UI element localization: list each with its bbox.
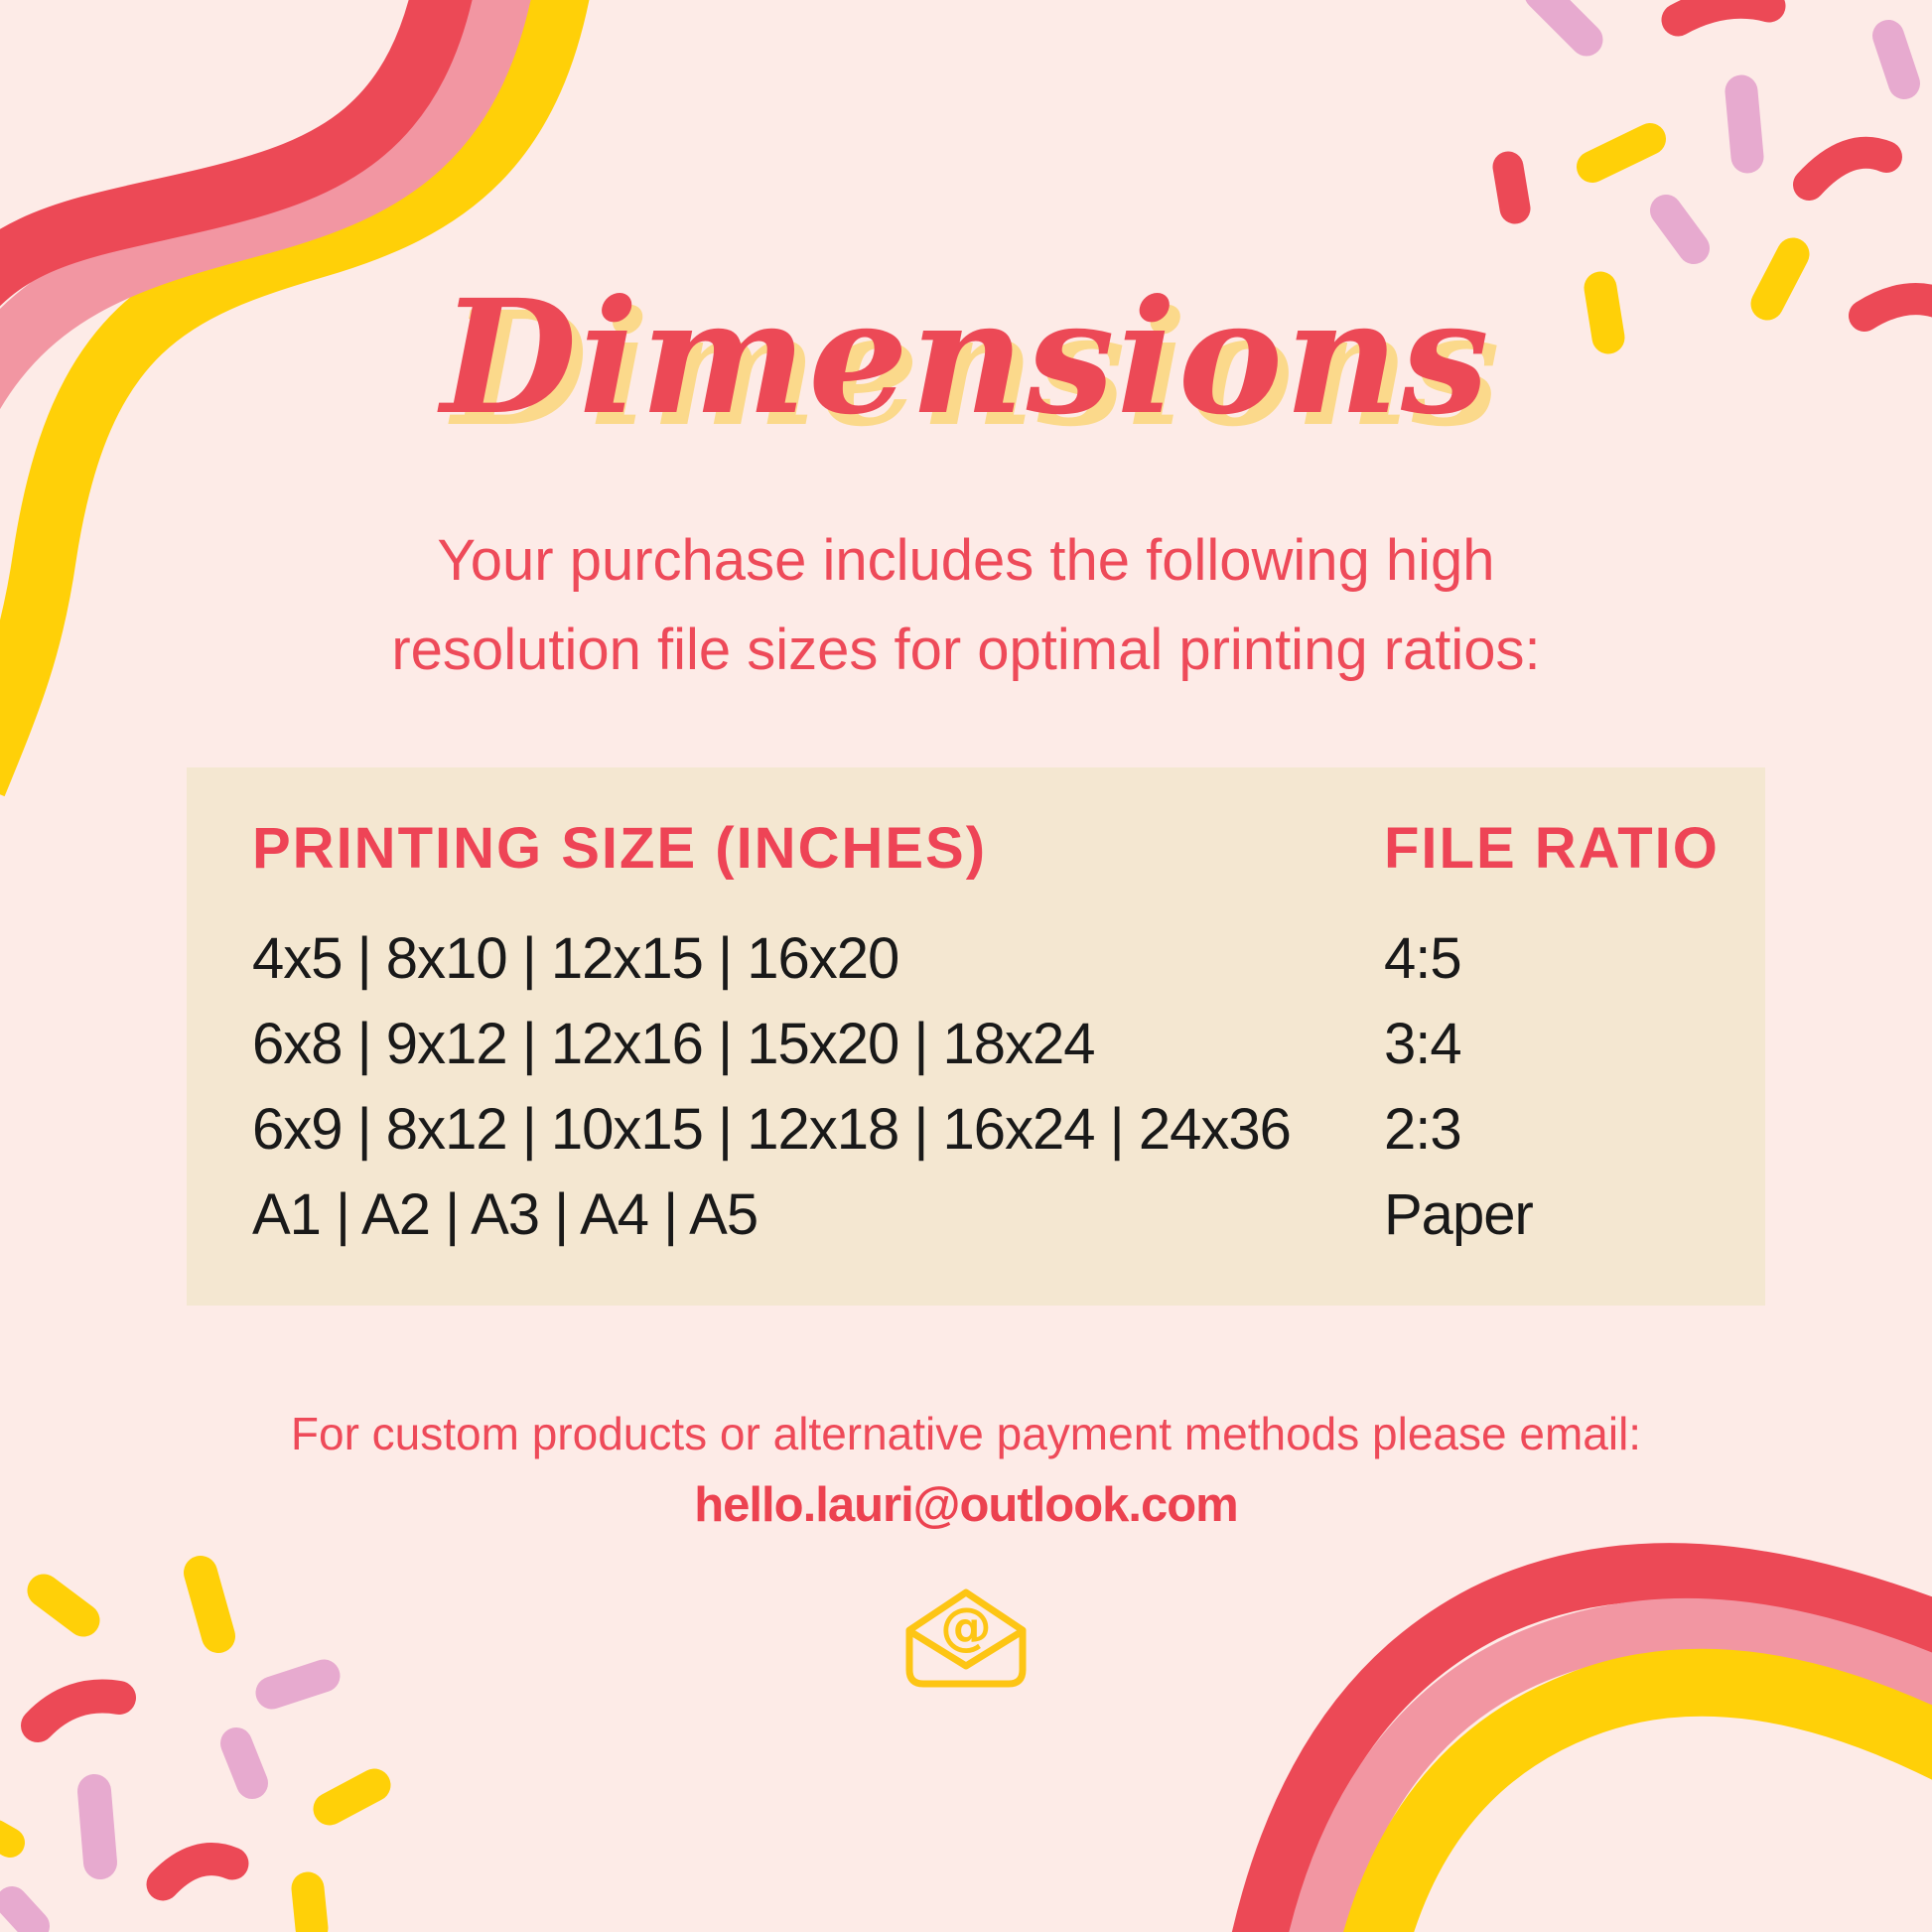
sprinkle	[236, 1743, 252, 1783]
column-header-file-ratio: FILE RATIO	[1384, 816, 1720, 881]
sizes-cell: A1 | A2 | A3 | A4 | A5	[252, 1182, 759, 1247]
sizes-cell: 4x5 | 8x10 | 12x15 | 16x20	[252, 926, 899, 991]
sprinkle	[308, 1888, 312, 1928]
at-symbol: @	[940, 1597, 992, 1657]
sprinkle	[272, 1676, 324, 1693]
contact-note: For custom products or alternative payment methods please email:	[290, 1408, 1642, 1459]
size-ratio-table	[187, 767, 1765, 1306]
sprinkle	[38, 1697, 119, 1725]
intro-line-2: resolution file sizes for optimal printing ratios:	[391, 618, 1541, 682]
sprinkle	[12, 1902, 34, 1926]
sprinkle	[1666, 210, 1694, 248]
bottom-right-wave-decoration	[1253, 1572, 1932, 1932]
table-row	[252, 916, 1765, 1002]
sprinkles-bottom-left	[0, 1573, 374, 1928]
sprinkle	[1678, 2, 1769, 20]
sprinkle	[1508, 167, 1515, 208]
column-header-printing-size: PRINTING SIZE (INCHES)	[252, 816, 988, 881]
sprinkle	[1809, 153, 1886, 185]
sizes-cell: 6x9 | 8x12 | 10x15 | 12x18 | 16x24 | 24x36	[252, 1097, 1291, 1162]
intro-line-1: Your purchase includes the following high	[437, 528, 1495, 593]
sprinkle	[0, 1835, 10, 1843]
sprinkle	[94, 1791, 100, 1863]
sprinkle	[201, 1573, 218, 1636]
contact-email: hello.lauri@outlook.com	[694, 1478, 1238, 1532]
ratio-cell: 2:3	[1384, 1097, 1461, 1162]
table-row	[252, 1002, 1765, 1087]
sprinkle	[163, 1860, 232, 1884]
sprinkle	[330, 1785, 374, 1809]
page-title: Dimensions	[441, 266, 1491, 450]
ratio-cell: Paper	[1384, 1182, 1533, 1247]
table-row	[252, 1173, 1765, 1258]
ratio-cell: 3:4	[1384, 1012, 1461, 1076]
sprinkle	[1888, 36, 1904, 83]
table-header-row	[252, 816, 1765, 881]
sizes-cell: 6x8 | 9x12 | 12x16 | 15x20 | 18x24	[252, 1012, 1095, 1076]
intro-text	[0, 516, 1932, 695]
sprinkle	[1741, 91, 1747, 157]
sprinkle	[1592, 139, 1650, 167]
sprinkle	[44, 1590, 83, 1620]
envelope-with-at-icon	[899, 1585, 1033, 1696]
sprinkle	[1541, 0, 1587, 40]
table-row	[252, 1087, 1765, 1173]
ratio-cell: 4:5	[1384, 926, 1461, 991]
